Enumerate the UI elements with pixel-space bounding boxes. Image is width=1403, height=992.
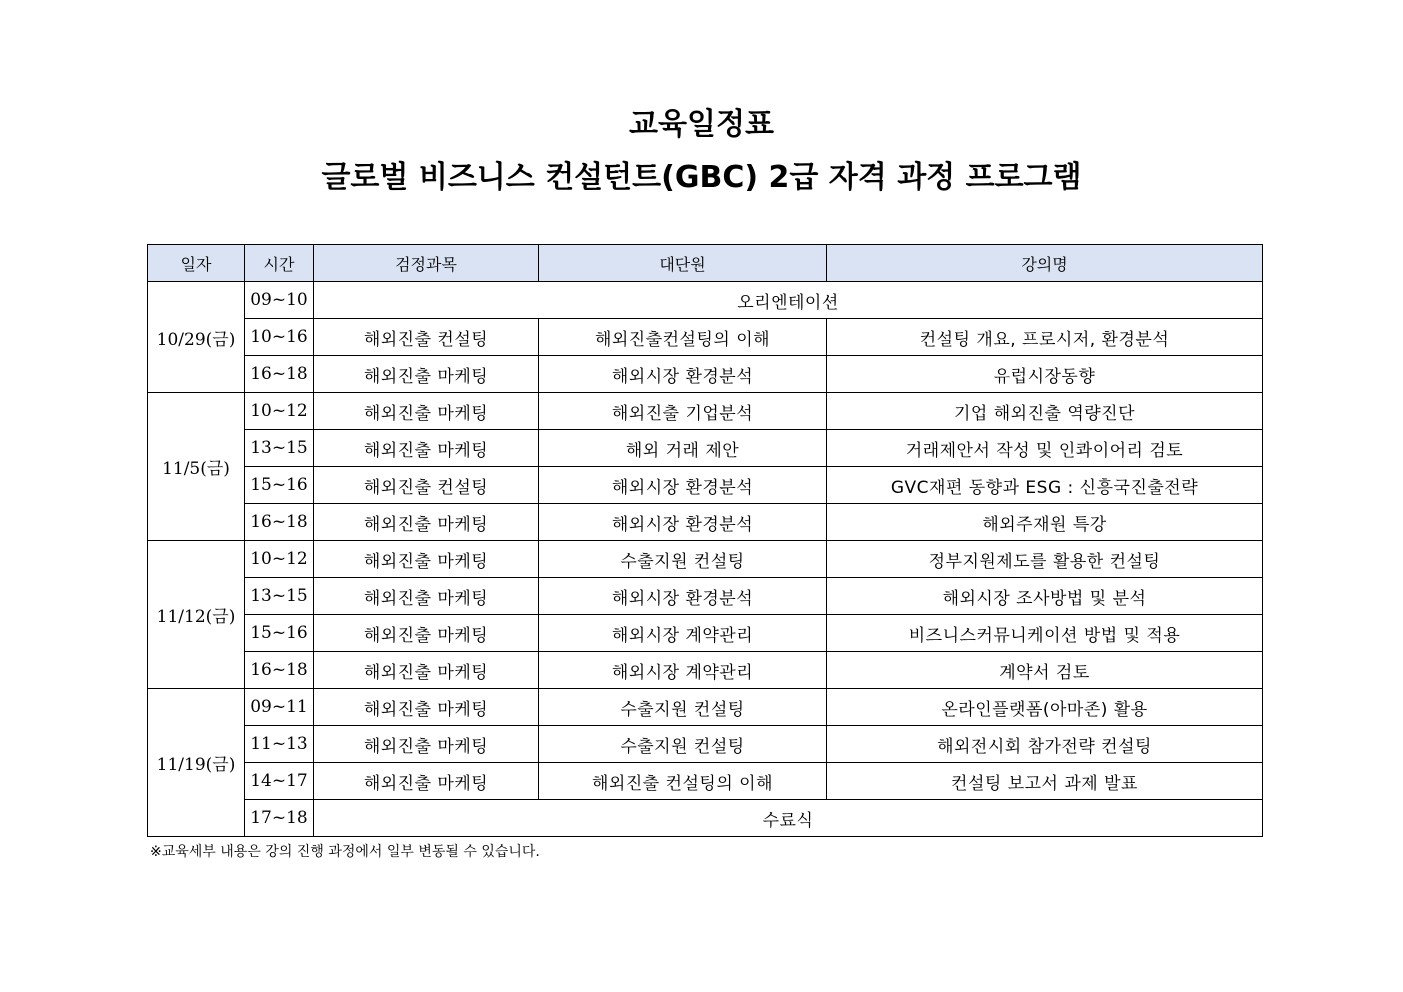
- time-cell: 13~15: [245, 578, 314, 615]
- table-row: [148, 393, 1263, 430]
- subject-cell: 해외진출 마케팅: [314, 356, 539, 393]
- date-cell: 11/5(금): [148, 393, 245, 541]
- unit-cell: 해외진출 컨설팅의 이해: [539, 763, 827, 800]
- time-cell: 13~15: [245, 430, 314, 467]
- subject-cell: 해외진출 마케팅: [314, 541, 539, 578]
- unit-cell: 해외시장 환경분석: [539, 356, 827, 393]
- lecture-cell: GVC재편 동향과 ESG : 신흥국진출전략: [827, 467, 1263, 504]
- unit-cell: 해외진출컨설팅의 이해: [539, 319, 827, 356]
- date-cell: 11/12(금): [148, 541, 245, 689]
- table-row: [148, 467, 1263, 504]
- unit-cell: 수출지원 컨설팅: [539, 541, 827, 578]
- unit-cell: 해외시장 환경분석: [539, 504, 827, 541]
- time-cell: 09~11: [245, 689, 314, 726]
- subject-cell: 해외진출 마케팅: [314, 726, 539, 763]
- header-time: 시간: [245, 245, 314, 282]
- subject-cell: 해외진출 마케팅: [314, 578, 539, 615]
- time-cell: 15~16: [245, 615, 314, 652]
- table-row: [148, 726, 1263, 763]
- time-cell: 10~12: [245, 393, 314, 430]
- subject-cell: 해외진출 컨설팅: [314, 319, 539, 356]
- subject-cell: 해외진출 마케팅: [314, 615, 539, 652]
- table-row: [148, 652, 1263, 689]
- table-row: [148, 615, 1263, 652]
- header-subject: 검정과목: [314, 245, 539, 282]
- header-unit: 대단원: [539, 245, 827, 282]
- lecture-cell: 온라인플랫폼(아마존) 활용: [827, 689, 1263, 726]
- table-header-row: [148, 245, 1263, 282]
- unit-cell: 해외시장 계약관리: [539, 652, 827, 689]
- table-row: [148, 282, 1263, 319]
- table-row: [148, 689, 1263, 726]
- lecture-cell: 기업 해외진출 역량진단: [827, 393, 1263, 430]
- unit-cell: 해외시장 환경분석: [539, 578, 827, 615]
- lecture-cell: 해외전시회 참가전략 컨설팅: [827, 726, 1263, 763]
- subject-cell: 해외진출 마케팅: [314, 652, 539, 689]
- time-cell: 10~12: [245, 541, 314, 578]
- unit-cell: 해외시장 계약관리: [539, 615, 827, 652]
- lecture-cell: 유럽시장동향: [827, 356, 1263, 393]
- table-row: [148, 578, 1263, 615]
- time-cell: 14~17: [245, 763, 314, 800]
- table-row: [148, 800, 1263, 837]
- footnote: ※교육세부 내용은 강의 진행 과정에서 일부 변동될 수 있습니다.: [150, 844, 540, 860]
- table-row: [148, 356, 1263, 393]
- date-cell: 11/19(금): [148, 689, 245, 837]
- table-row: [148, 504, 1263, 541]
- lecture-cell: 컨설팅 보고서 과제 발표: [827, 763, 1263, 800]
- merged-cell-graduation: 수료식: [314, 800, 1263, 837]
- time-cell: 17~18: [245, 800, 314, 837]
- table-row: [148, 541, 1263, 578]
- title-block: [0, 100, 1403, 203]
- lecture-cell: 거래제안서 작성 및 인콰이어리 검토: [827, 430, 1263, 467]
- time-cell: 16~18: [245, 652, 314, 689]
- subject-cell: 해외진출 마케팅: [314, 504, 539, 541]
- header-lecture: 강의명: [827, 245, 1263, 282]
- table-row: [148, 430, 1263, 467]
- unit-cell: 수출지원 컨설팅: [539, 726, 827, 763]
- date-cell: 10/29(금): [148, 282, 245, 393]
- time-cell: 16~18: [245, 504, 314, 541]
- time-cell: 10~16: [245, 319, 314, 356]
- unit-cell: 해외시장 환경분석: [539, 467, 827, 504]
- lecture-cell: 해외시장 조사방법 및 분석: [827, 578, 1263, 615]
- unit-cell: 해외진출 기업분석: [539, 393, 827, 430]
- time-cell: 09~10: [245, 282, 314, 319]
- page-title: 교육일정표: [629, 107, 774, 142]
- table-row: [148, 319, 1263, 356]
- subject-cell: 해외진출 마케팅: [314, 393, 539, 430]
- time-cell: 11~13: [245, 726, 314, 763]
- subject-cell: 해외진출 마케팅: [314, 763, 539, 800]
- table-row: [148, 763, 1263, 800]
- lecture-cell: 컨설팅 개요, 프로시저, 환경분석: [827, 319, 1263, 356]
- header-date: 일자: [148, 245, 245, 282]
- lecture-cell: 계약서 검토: [827, 652, 1263, 689]
- subject-cell: 해외진출 마케팅: [314, 430, 539, 467]
- lecture-cell: 비즈니스커뮤니케이션 방법 및 적용: [827, 615, 1263, 652]
- time-cell: 16~18: [245, 356, 314, 393]
- unit-cell: 해외 거래 제안: [539, 430, 827, 467]
- subject-cell: 해외진출 마케팅: [314, 689, 539, 726]
- unit-cell: 수출지원 컨설팅: [539, 689, 827, 726]
- schedule-table: [147, 244, 1263, 837]
- lecture-cell: 정부지원제도를 활용한 컨설팅: [827, 541, 1263, 578]
- page-subtitle: 글로벌 비즈니스 컨설턴트(GBC) 2급 자격 과정 프로그램: [321, 160, 1082, 195]
- time-cell: 15~16: [245, 467, 314, 504]
- subject-cell: 해외진출 컨설팅: [314, 467, 539, 504]
- lecture-cell: 해외주재원 특강: [827, 504, 1263, 541]
- merged-cell-orientation: 오리엔테이션: [314, 282, 1263, 319]
